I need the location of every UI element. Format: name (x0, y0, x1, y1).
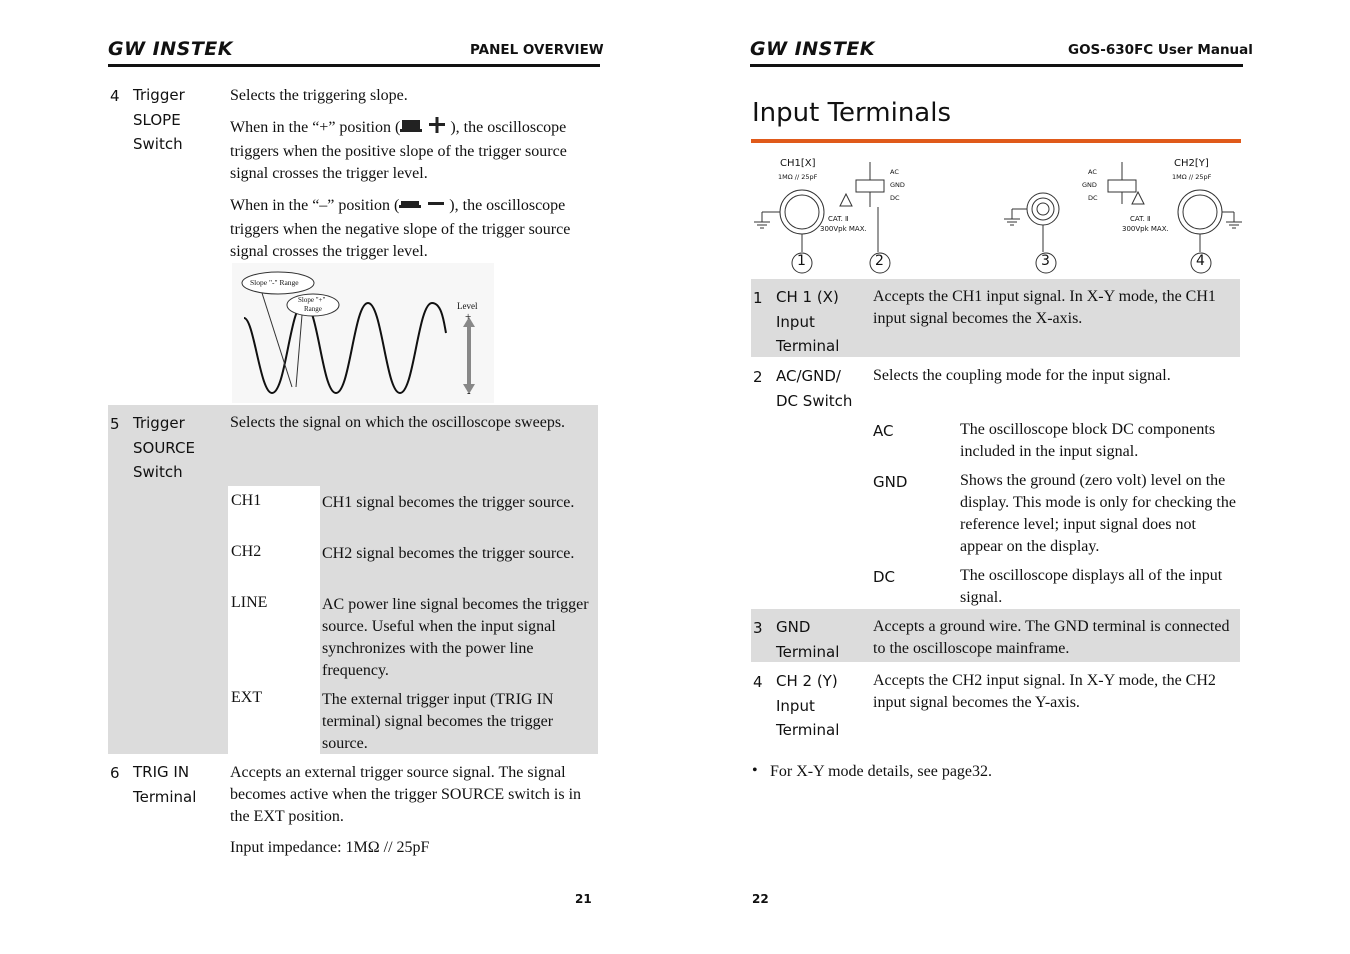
ch2-label: CH2[Y] (1174, 158, 1209, 169)
item-number: 5 (110, 415, 120, 433)
max-label: 300Vpk MAX. (1122, 225, 1169, 233)
option-text: The oscilloscope displays all of the input signal. (960, 567, 1223, 606)
page-header-title: PANEL OVERVIEW (470, 42, 604, 58)
option-text: CH2 signal becomes the trigger source. (322, 545, 575, 562)
bullet-icon: • (752, 762, 758, 779)
item-term: CH 1 (X) Input Terminal (776, 288, 840, 355)
slope-minus-icon (399, 194, 449, 219)
switch-gnd-label: GND (1082, 181, 1097, 189)
figure-label: - (467, 387, 471, 399)
option-text: Shows the ground (zero volt) level on the display. This mode is only for checking the reference level; input signal does not appear on the display. (960, 472, 1236, 555)
item-number: 6 (110, 764, 120, 782)
item-term: Trigger SLOPE Switch (133, 86, 185, 153)
switch-dc-label: DC (890, 194, 900, 202)
item-description: Selects the signal on which the oscilloscope sweeps. (230, 414, 566, 431)
switch-ac-label: AC (890, 168, 899, 176)
figure-label: Slope "-" Range (250, 278, 299, 287)
cat-label: CAT. Ⅱ (1130, 215, 1151, 223)
bullet-text: For X-Y mode details, see page32. (770, 763, 993, 780)
switch-ac-label: AC (1088, 168, 1097, 176)
item-description: Selects the triggering slope. When in the “+” position ( ), the oscilloscope triggers when the positive slope of the trigger source signal crosses the trigger level. When in the “–” position ( ), the oscilloscope triggers when the negative slope of the trigger source signal crosses the trigger level. (230, 87, 571, 260)
ch2-spec: 1MΩ // 25pF (1172, 173, 1212, 181)
item-description: Accepts an external trigger source signal. The signal becomes active when the trigger SOURCE switch is in the EXT position. Input impedance: 1MΩ // 25pF (230, 764, 582, 856)
switch-gnd-label: GND (890, 181, 905, 189)
brand-logo: GW INSTEK (108, 38, 233, 60)
option-code: LINE (231, 594, 268, 611)
section-title: Input Terminals (752, 98, 952, 128)
item-term: AC/GND/ DC Switch (776, 367, 853, 410)
item-term: GND Terminal (776, 618, 840, 661)
item-description: Accepts the CH1 input signal. In X-Y mode, the CH1 input signal becomes the X-axis. (873, 288, 1216, 327)
option-code: GND (873, 473, 908, 491)
item-number: 4 (753, 673, 763, 691)
figure-label: Level (457, 301, 478, 311)
callout-2: 2 (875, 253, 884, 269)
item-term: CH 2 (Y) Input Terminal (776, 672, 840, 739)
figure-label: + (465, 311, 472, 323)
brand-logo: GW INSTEK (750, 38, 875, 60)
item-term: Trigger SOURCE Switch (133, 414, 195, 481)
slope-plus-icon (400, 116, 450, 141)
page-number: 22 (752, 892, 769, 906)
item-number: 2 (753, 368, 763, 386)
item-description: Accepts the CH2 input signal. In X-Y mode, the CH2 input signal becomes the Y-axis. (873, 672, 1216, 711)
callout-1: 1 (797, 253, 806, 269)
option-text: AC power line signal becomes the trigger source. Useful when the input signal synchronizes with the power line frequency. (322, 596, 589, 679)
option-code: CH1 (231, 492, 262, 509)
page-number: 21 (575, 892, 592, 906)
item-description: Accepts a ground wire. The GND terminal is connected to the oscilloscope mainframe. (873, 618, 1230, 657)
page-header-title: GOS-630FC User Manual (1068, 42, 1253, 58)
option-code: CH2 (231, 543, 262, 560)
cat-label: CAT. Ⅱ (828, 215, 849, 223)
ch1-label: CH1[X] (780, 158, 816, 169)
header-rule (750, 64, 1243, 67)
max-label: 300Vpk MAX. (820, 225, 867, 233)
item-number: 4 (110, 87, 120, 105)
option-text: The oscilloscope block DC components included in the input signal. (960, 421, 1216, 460)
item-term: TRIG IN Terminal (133, 763, 197, 806)
ch1-spec: 1MΩ // 25pF (778, 173, 818, 181)
figure-label: Slope "+" (298, 296, 326, 304)
callout-4: 4 (1196, 253, 1205, 269)
header-rule (108, 64, 600, 67)
option-code: EXT (231, 689, 263, 706)
item-description: Selects the coupling mode for the input signal. (873, 367, 1171, 384)
section-title-rule (751, 139, 1241, 143)
option-text: CH1 signal becomes the trigger source. (322, 494, 575, 511)
item-number: 3 (753, 619, 763, 637)
option-code: AC (873, 422, 894, 440)
option-code: DC (873, 568, 896, 586)
figure-label: Range (304, 305, 322, 313)
switch-dc-label: DC (1088, 194, 1098, 202)
input-terminals-diagram (750, 152, 1242, 277)
item-number: 1 (753, 289, 763, 307)
callout-3: 3 (1041, 253, 1050, 269)
option-text: The external trigger input (TRIG IN terminal) signal becomes the trigger source. (322, 691, 554, 752)
trigger-slope-figure (232, 263, 494, 403)
